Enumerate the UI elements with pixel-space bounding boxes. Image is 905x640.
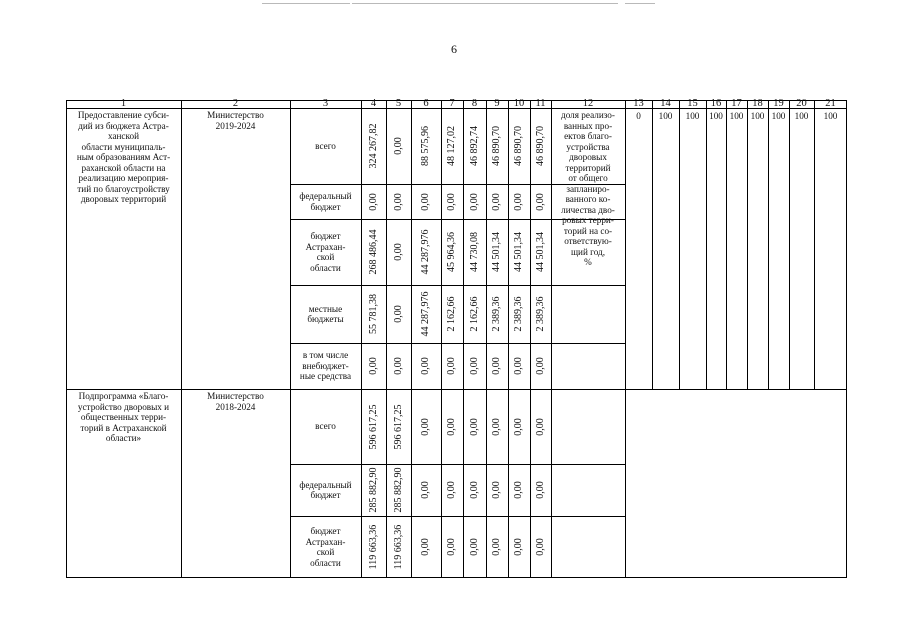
value-cell: 2 162,66 xyxy=(446,296,457,332)
table-column-rule xyxy=(652,100,653,389)
table-column-rule xyxy=(789,100,790,389)
value-cell: 0,00 xyxy=(468,192,480,211)
header-cell-17-text: 17 xyxy=(731,98,742,110)
header-cell-18-text: 18 xyxy=(752,98,763,110)
table-column-rule xyxy=(726,100,727,389)
value-cell: 596 617,25 xyxy=(392,404,404,449)
header-cell-4 xyxy=(361,100,386,109)
value-cell: 0,00 xyxy=(446,481,457,499)
header-cell-11 xyxy=(530,100,551,109)
value-cell: 0,00 xyxy=(420,357,431,375)
row-label-text: бюджет Астрахан- ской области xyxy=(305,231,346,273)
header-cell-16 xyxy=(706,100,726,109)
value-cell: 44 730,08 xyxy=(468,232,480,272)
row-label-text: бюджет Астрахан- ской области xyxy=(305,526,346,568)
value-cell: 0,00 xyxy=(392,137,404,155)
value-cell: 44 287,976 xyxy=(420,291,431,337)
value-cell: 0,00 xyxy=(420,481,431,499)
value-cell: 285 882,90 xyxy=(367,467,379,513)
value-cell: 0,00 xyxy=(534,192,546,211)
header-cell-10-text: 10 xyxy=(513,98,525,110)
indicator-value-text: 100 xyxy=(823,110,838,121)
header-cell-21 xyxy=(814,100,847,109)
value-cell: 44 501,34 xyxy=(491,232,502,272)
value-cell: 46 890,70 xyxy=(534,126,546,166)
header-cell-9 xyxy=(486,100,508,109)
table-column-rule xyxy=(361,100,362,578)
row-label xyxy=(291,516,360,578)
value-cell: 0,00 xyxy=(534,481,546,499)
header-cell-14-text: 14 xyxy=(660,98,671,110)
header-cell-7 xyxy=(441,100,463,109)
value-cell: 0,00 xyxy=(491,538,502,556)
value-cell: 0,00 xyxy=(491,192,502,211)
program-table xyxy=(66,100,847,578)
row-label-text: местные бюджеты xyxy=(307,303,344,324)
value-cell: 48 127,02 xyxy=(446,126,457,166)
indicator-value-text: 100 xyxy=(729,110,744,121)
header-cell-8 xyxy=(463,100,486,109)
header-cell-13-text: 13 xyxy=(633,98,644,110)
value-cell: 0,00 xyxy=(367,357,379,375)
value-cell: 324 267,82 xyxy=(367,123,379,169)
row-label xyxy=(291,219,360,285)
scan-artifact-line xyxy=(625,3,655,4)
value-cell: 44 287,976 xyxy=(420,229,431,275)
value-cell: 0,00 xyxy=(420,538,431,556)
value-cell: 0,00 xyxy=(420,192,431,211)
value-cell: 0,00 xyxy=(446,192,457,211)
header-cell-12 xyxy=(551,100,625,109)
table-column-rule xyxy=(486,100,487,578)
header-cell-1 xyxy=(66,100,181,109)
header-cell-14 xyxy=(652,100,679,109)
indicator-value xyxy=(706,110,726,122)
header-cell-8-text: 8 xyxy=(471,98,478,110)
indicator-value-text: 100 xyxy=(685,110,700,121)
row-label-text: всего xyxy=(315,421,336,432)
row-label xyxy=(291,389,360,464)
indicator-value-text: 100 xyxy=(658,110,673,121)
value-cell: 0,00 xyxy=(392,305,404,323)
table-column-rule xyxy=(747,100,748,389)
indicator-value xyxy=(726,110,747,122)
indicator-value xyxy=(679,110,706,122)
table-column-rule xyxy=(530,100,531,578)
value-cell: 0,00 xyxy=(468,357,480,375)
value-cell: 2 389,36 xyxy=(534,296,546,332)
header-cell-20-text: 20 xyxy=(796,98,807,110)
block-title-text: Подпрограмма «Благо- устройство дворовых и общественных терри- торий в Астраханской области» xyxy=(77,391,170,443)
value-cell: 596 617,25 xyxy=(367,404,379,449)
value-cell: 2 389,36 xyxy=(491,296,502,332)
table-column-rule xyxy=(768,100,769,389)
table-column-rule xyxy=(181,100,182,578)
table-column-rule xyxy=(411,100,412,578)
value-cell: 119 663,36 xyxy=(392,524,404,570)
value-cell: 119 663,36 xyxy=(367,524,379,570)
value-cell: 0,00 xyxy=(367,192,379,211)
indicator-value xyxy=(652,110,679,122)
scan-artifact-line xyxy=(262,3,350,4)
header-cell-9-text: 9 xyxy=(494,98,500,110)
executor-cell xyxy=(183,110,288,389)
table-column-rule xyxy=(386,100,387,578)
table-column-rule xyxy=(814,100,815,389)
value-cell: 45 964,36 xyxy=(446,232,457,272)
block-title xyxy=(68,391,179,578)
value-cell: 46 890,70 xyxy=(513,126,524,166)
value-cell: 46 890,70 xyxy=(491,126,502,166)
header-cell-11-text: 11 xyxy=(535,98,546,110)
header-cell-10 xyxy=(508,100,530,109)
header-cell-15 xyxy=(679,100,706,109)
header-cell-5-text: 5 xyxy=(395,98,402,110)
row-label xyxy=(291,108,360,184)
executor-cell-text: Министерство 2019-2024 xyxy=(207,110,264,131)
header-cell-7-text: 7 xyxy=(449,98,455,110)
value-cell: 0,00 xyxy=(420,417,431,436)
row-label-text: федеральный бюджет xyxy=(299,479,352,500)
value-cell: 0,00 xyxy=(513,357,524,375)
executor-cell xyxy=(183,391,288,578)
row-label xyxy=(291,184,360,219)
header-cell-15-text: 15 xyxy=(687,98,698,110)
header-cell-4-text: 4 xyxy=(370,98,377,110)
indicator-value xyxy=(814,110,847,122)
value-cell: 2 162,66 xyxy=(468,296,480,332)
row-label-text: всего xyxy=(315,140,336,151)
block-title xyxy=(68,110,179,389)
value-cell: 0,00 xyxy=(468,417,480,436)
indicator-value xyxy=(625,110,652,122)
header-cell-21-text: 21 xyxy=(825,98,836,110)
executor-cell-text: Министерство 2018-2024 xyxy=(207,391,264,412)
header-cell-6-text: 6 xyxy=(423,98,429,110)
value-cell: 0,00 xyxy=(491,357,502,375)
header-cell-13 xyxy=(625,100,652,109)
value-cell: 0,00 xyxy=(534,417,546,436)
value-cell: 285 882,90 xyxy=(392,467,404,513)
value-cell: 0,00 xyxy=(491,417,502,436)
indicator-cell-text: доля реализо- ванных про- ектов благо- устройства дворовых территорий от общего запланиро- ванного ко- личества дво- ровых терри- торий на со- ответствую- щий год, % xyxy=(561,110,615,267)
value-cell: 0,00 xyxy=(534,538,546,556)
row-label-text: в том числе внебюджет- ные средства xyxy=(299,350,352,382)
value-cell: 44 501,34 xyxy=(534,232,546,272)
header-cell-6 xyxy=(411,100,441,109)
value-cell: 0,00 xyxy=(446,357,457,375)
value-cell: 0,00 xyxy=(513,417,524,436)
indicator-value xyxy=(747,110,768,122)
header-cell-2 xyxy=(181,100,290,109)
header-cell-5 xyxy=(386,100,411,109)
value-cell: 0,00 xyxy=(446,538,457,556)
header-cell-17 xyxy=(726,100,747,109)
indicator-value-text: 100 xyxy=(709,110,723,121)
table-column-rule xyxy=(846,100,847,578)
table-column-rule xyxy=(625,100,626,578)
table-column-rule xyxy=(679,100,680,389)
value-cell: 0,00 xyxy=(468,481,480,499)
header-cell-1-text: 1 xyxy=(120,98,127,110)
value-cell: 88 575,96 xyxy=(420,126,431,166)
row-label xyxy=(291,285,360,343)
header-cell-19 xyxy=(768,100,789,109)
header-cell-3-text: 3 xyxy=(322,98,329,110)
table-column-rule xyxy=(551,100,552,578)
page-number: 6 xyxy=(451,42,457,56)
table-column-rule xyxy=(66,100,67,578)
table-column-rule xyxy=(508,100,509,578)
block-title-text: Предоставление субси- дий из бюджета Астра- ханской области муниципаль- ным образованиям Аст- раханской области на реализацию мероприя- тий по благоустройству дворовых территорий xyxy=(76,110,171,204)
header-cell-18 xyxy=(747,100,768,109)
value-cell: 0,00 xyxy=(446,417,457,436)
row-label xyxy=(291,343,360,389)
value-cell: 268 486,44 xyxy=(367,229,379,275)
value-cell: 0,00 xyxy=(513,481,524,499)
header-cell-16-text: 16 xyxy=(710,98,722,110)
indicator-value-text: 0 xyxy=(636,110,641,121)
table-column-rule xyxy=(441,100,442,578)
value-cell: 44 501,34 xyxy=(513,232,524,272)
value-cell: 46 892,74 xyxy=(468,126,480,166)
value-cell: 0,00 xyxy=(491,481,502,499)
indicator-value xyxy=(768,110,789,122)
header-cell-2-text: 2 xyxy=(232,98,239,110)
row-label-text: федеральный бюджет xyxy=(299,191,352,212)
value-cell: 0,00 xyxy=(468,538,480,556)
value-cell: 0,00 xyxy=(392,357,404,375)
value-cell: 0,00 xyxy=(534,357,546,375)
value-cell: 0,00 xyxy=(513,538,524,556)
value-cell: 0,00 xyxy=(392,192,404,211)
row-label xyxy=(291,464,360,516)
indicator-value-text: 100 xyxy=(750,110,765,121)
value-cell: 0,00 xyxy=(392,243,404,261)
table-column-rule xyxy=(463,100,464,578)
header-cell-19-text: 19 xyxy=(773,98,784,110)
indicator-value-text: 100 xyxy=(794,110,809,121)
header-cell-20 xyxy=(789,100,814,109)
table-column-rule xyxy=(706,100,707,389)
value-cell: 2 389,36 xyxy=(513,296,524,332)
value-cell: 55 781,38 xyxy=(367,294,379,334)
scan-artifact-line xyxy=(352,3,618,4)
indicator-cell xyxy=(553,110,623,389)
header-cell-12-text: 12 xyxy=(582,98,594,110)
value-cell: 0,00 xyxy=(513,192,524,211)
indicator-value-text: 100 xyxy=(771,110,786,121)
indicator-value xyxy=(789,110,814,122)
